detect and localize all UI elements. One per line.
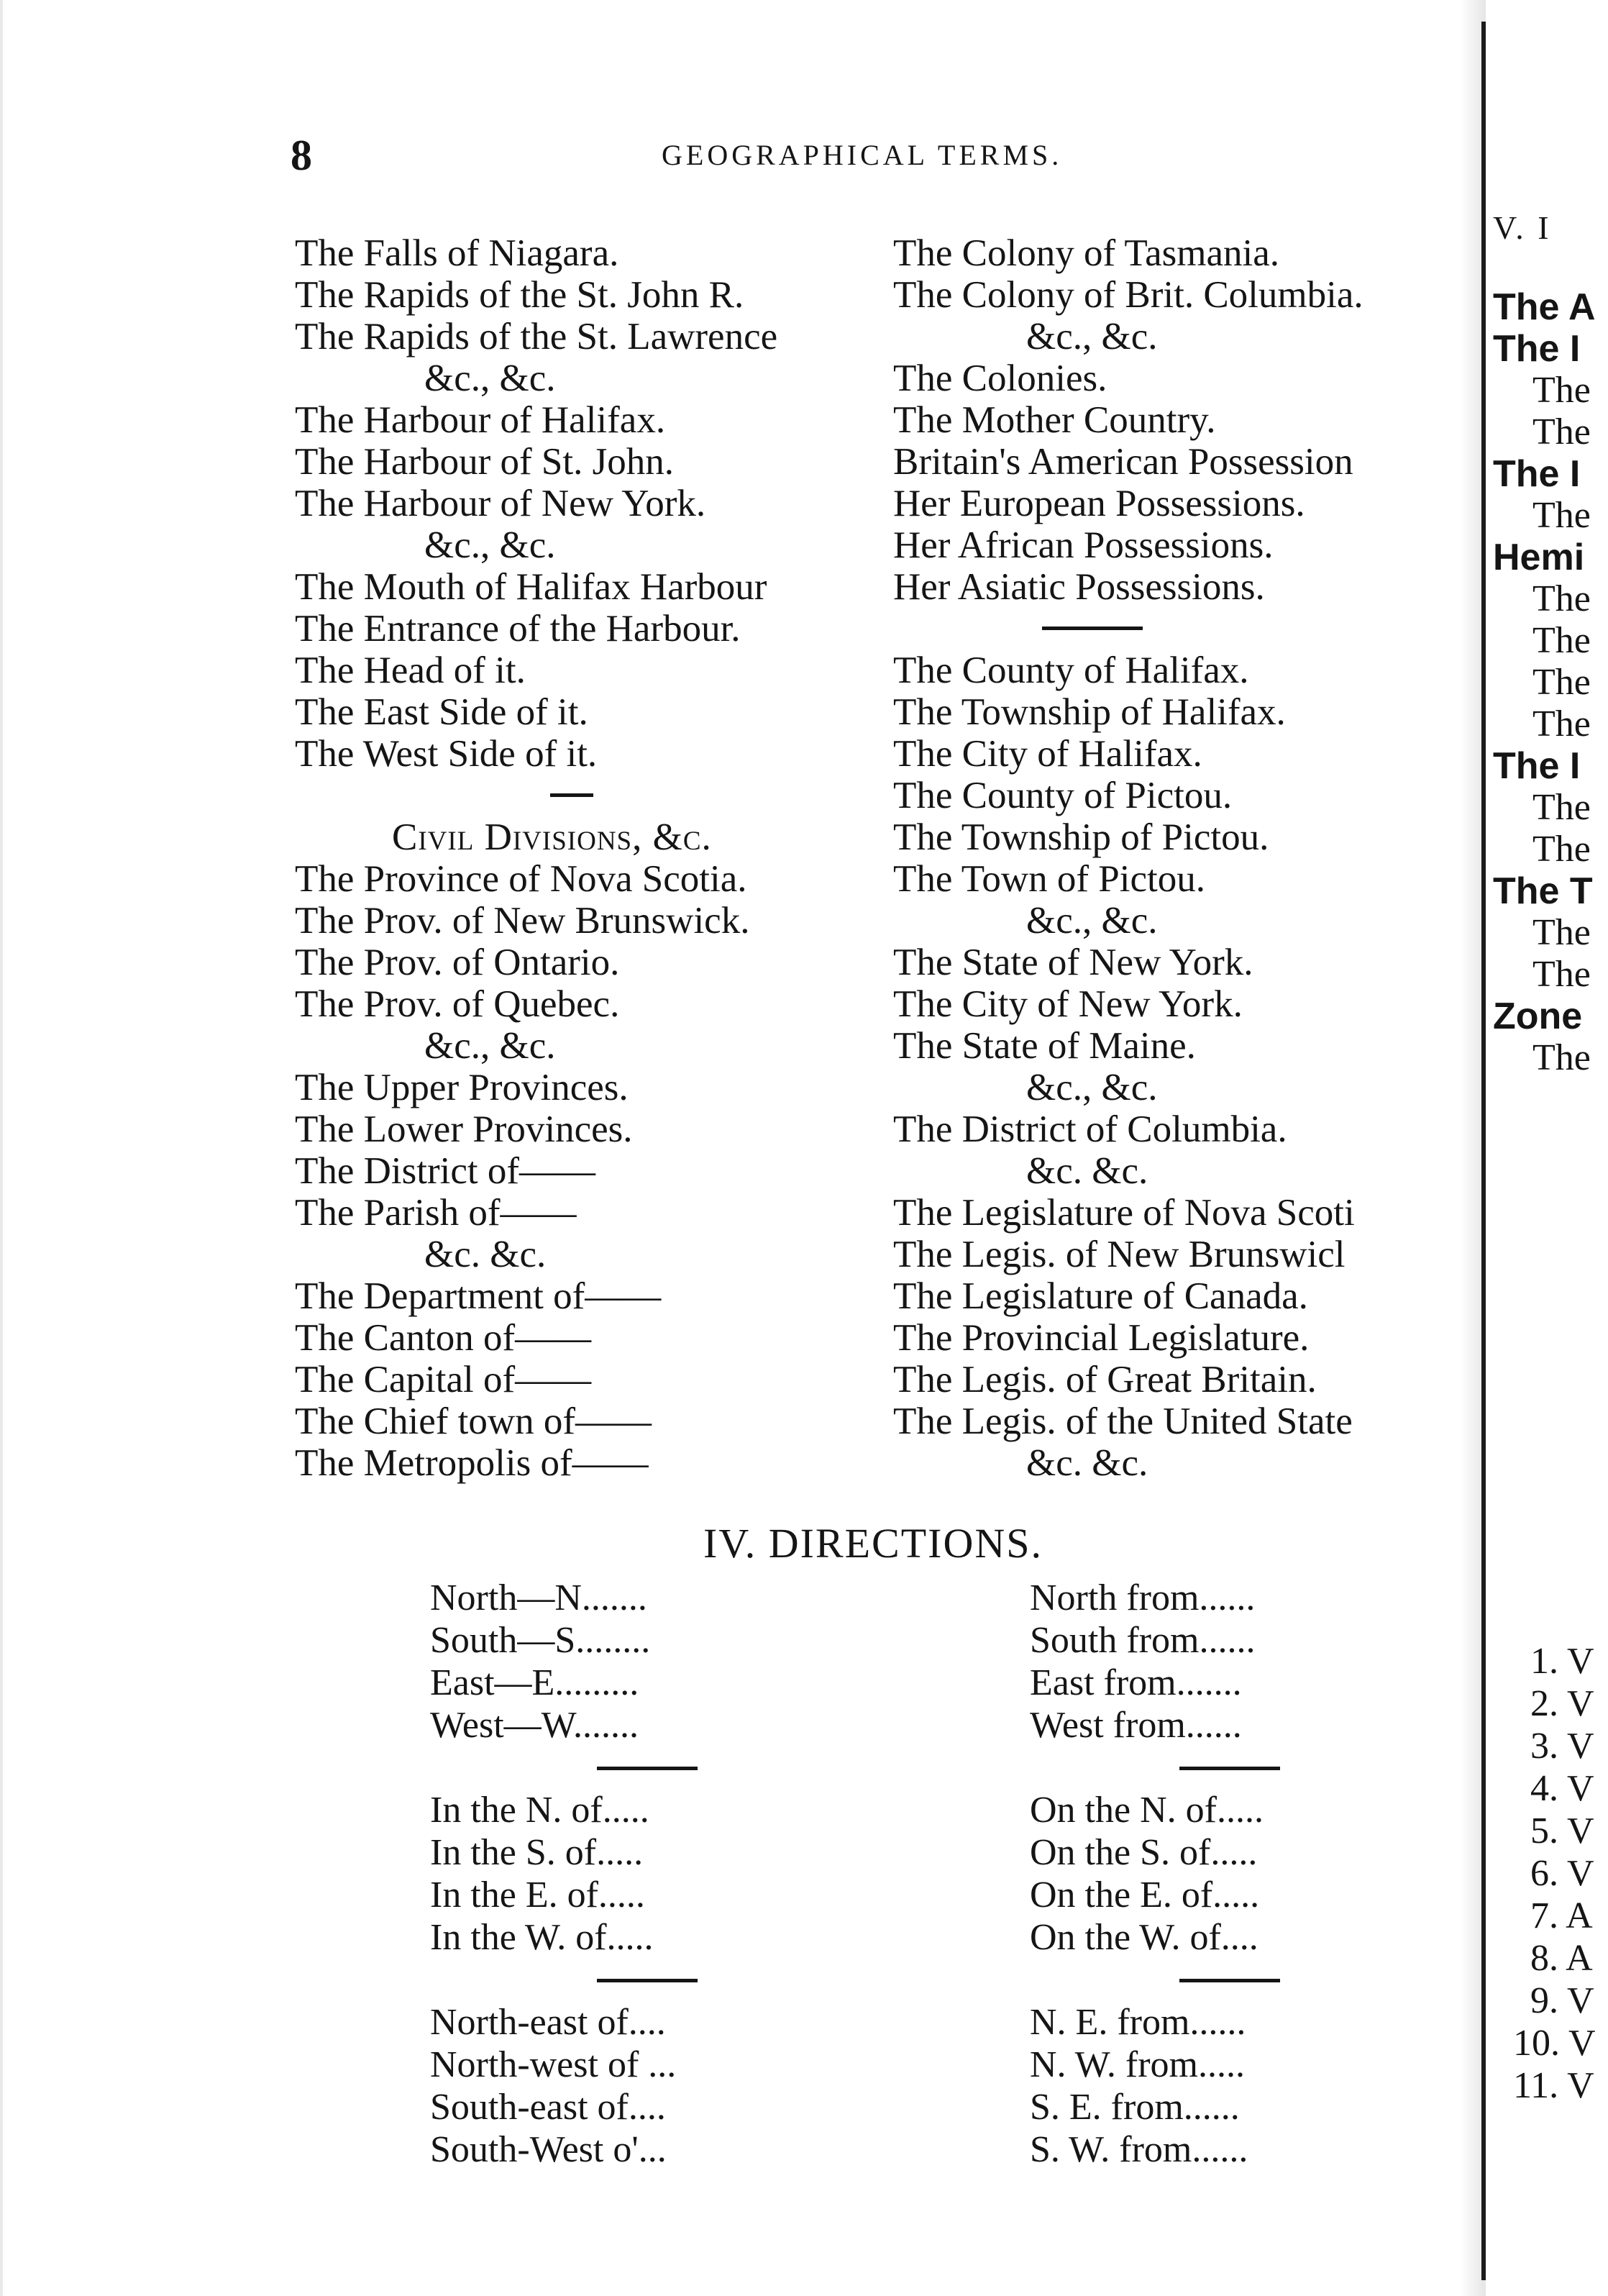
direction-term: On the W. of.... (1030, 1917, 1258, 1958)
next-page-line: The I (1493, 328, 1581, 370)
next-page-line: The (1532, 829, 1591, 870)
term-line: The Legis. of Great Britain. (893, 1359, 1317, 1400)
next-page-line: The T (1493, 870, 1593, 912)
directions-group (1030, 2001, 1264, 2171)
term-line: The Chief town of—— (295, 1400, 652, 1442)
direction-term: East from....... (1030, 1662, 1242, 1703)
next-page-line: The (1532, 662, 1591, 703)
direction-term: West from...... (1030, 1705, 1242, 1746)
term-line: The Township of Pictou. (893, 816, 1269, 858)
next-page-number: 6. V (1530, 1853, 1594, 1894)
etc-line: &c., &c. (424, 357, 556, 399)
next-page-line: The (1532, 954, 1591, 995)
term-line: The Head of it. (295, 650, 526, 691)
term-line: The Mouth of Halifax Harbour (295, 566, 767, 608)
term-line: The Harbour of Halifax. (295, 399, 666, 441)
direction-term: West—W....... (430, 1705, 639, 1746)
next-page-line: The (1532, 1037, 1591, 1078)
direction-term: S. E. from...... (1030, 2087, 1240, 2128)
term-line: Her European Possessions. (893, 483, 1305, 524)
next-page-number: 8. A (1530, 1938, 1593, 1979)
next-page-line: The I (1493, 745, 1581, 787)
next-page-line: The (1532, 411, 1591, 452)
next-page-heading: V. I (1493, 209, 1552, 246)
term-line: The County of Pictou. (893, 775, 1233, 816)
direction-term: On the N. of..... (1030, 1790, 1264, 1831)
group-separator (1030, 1746, 1264, 1789)
next-page-number: 9. V (1530, 1980, 1594, 2021)
term-line: The Colony of Brit. Columbia. (893, 274, 1363, 316)
term-line: The Provincial Legislature. (893, 1317, 1310, 1359)
term-line: The West Side of it. (295, 733, 598, 775)
term-line: The Upper Provinces. (295, 1067, 629, 1108)
next-page-items (1493, 286, 1608, 1079)
term-line: The State of New York. (893, 942, 1253, 983)
next-page-line: The (1532, 912, 1591, 953)
right-lines-c (893, 650, 1363, 900)
term-line: The East Side of it. (295, 691, 588, 733)
direction-term: South-east of.... (430, 2087, 666, 2128)
direction-term: In the N. of..... (430, 1790, 649, 1831)
directions-right-column (1030, 1577, 1264, 2171)
next-page-number: 10. V (1513, 2023, 1596, 2064)
directions-group (1030, 1789, 1264, 1959)
term-line: The Legis. of the United State (893, 1400, 1353, 1442)
left-lines-a (295, 232, 777, 357)
next-page-line: The (1532, 703, 1591, 744)
direction-term: North from...... (1030, 1577, 1256, 1618)
term-line: The Metropolis of—— (295, 1442, 649, 1484)
direction-term: In the S. of..... (430, 1832, 644, 1873)
next-page-line: The A (1493, 286, 1596, 328)
left-lines-b (295, 399, 777, 524)
next-page-line: The (1532, 787, 1591, 828)
directions-group (430, 2001, 676, 2171)
term-line: The Harbour of New York. (295, 483, 706, 524)
term-line: Britain's American Possession (893, 441, 1353, 483)
group-separator (430, 1746, 676, 1789)
left-lines-e (295, 1067, 777, 1234)
next-page-line: The (1532, 495, 1591, 536)
term-line: The Township of Halifax. (893, 691, 1286, 733)
etc-line: &c., &c. (424, 524, 556, 566)
section-rule (893, 608, 1363, 650)
etc-line: &c. &c. (1026, 1442, 1148, 1484)
next-page-numbered-list (1493, 1640, 1608, 2107)
next-page-number: 5. V (1530, 1810, 1594, 1851)
left-lines-f (295, 1275, 777, 1484)
term-line: The Colonies. (893, 357, 1107, 399)
term-line: The City of Halifax. (893, 733, 1202, 775)
direction-term: North-east of.... (430, 2002, 666, 2043)
page-number: 8 (291, 132, 312, 179)
term-line: The Town of Pictou. (893, 858, 1205, 900)
direction-term: On the E. of..... (1030, 1874, 1260, 1915)
term-line: Her Asiatic Possessions. (893, 566, 1265, 608)
term-line: The State of Maine. (893, 1025, 1196, 1067)
next-page-number: 7. A (1530, 1895, 1593, 1936)
etc-line: &c., &c. (1026, 1067, 1158, 1108)
term-line: The Parish of—— (295, 1192, 577, 1234)
direction-term: In the E. of..... (430, 1874, 645, 1915)
left-lines-d (295, 858, 777, 1025)
directions-title: IV. DIRECTIONS. (703, 1520, 1043, 1567)
next-page-number: 4. V (1530, 1768, 1594, 1809)
direction-term: East—E......... (430, 1662, 639, 1703)
term-line: The Colony of Tasmania. (893, 232, 1279, 274)
term-line: The Entrance of the Harbour. (295, 608, 741, 650)
direction-term: North—N....... (430, 1577, 647, 1618)
term-line: The Prov. of Quebec. (295, 983, 620, 1025)
group-separator (1030, 1959, 1264, 2001)
term-line: The District of—— (295, 1150, 596, 1192)
running-head: GEOGRAPHICAL TERMS. (662, 139, 1063, 171)
term-line: The Harbour of St. John. (295, 441, 674, 483)
next-page-line: The (1532, 370, 1591, 411)
direction-term: South-West o'... (430, 2129, 667, 2170)
direction-term: S. W. from...... (1030, 2129, 1248, 2170)
directions-group (430, 1789, 676, 1959)
term-line: The Legislature of Canada. (893, 1275, 1308, 1317)
directions-group (430, 1577, 676, 1746)
next-page-line: The (1532, 578, 1591, 619)
section-rule (295, 775, 777, 816)
direction-term: On the S. of..... (1030, 1832, 1258, 1873)
directions-group (1030, 1577, 1264, 1746)
term-line: The Mother Country. (893, 399, 1216, 441)
term-line: The Legislature of Nova Scoti (893, 1192, 1355, 1234)
term-line: The Prov. of Ontario. (295, 942, 620, 983)
term-line: The Lower Provinces. (295, 1108, 633, 1150)
direction-term: N. E. from...... (1030, 2002, 1246, 2043)
page-gutter (1481, 22, 1486, 2280)
next-page-line: Hemi (1493, 537, 1585, 578)
etc-line: &c., &c. (424, 1025, 556, 1067)
etc-line: &c., &c. (1026, 316, 1158, 357)
next-page-line: Zone (1493, 996, 1583, 1037)
directions-left-column (430, 1577, 676, 2171)
etc-line: &c. &c. (424, 1234, 547, 1275)
right-lines-d (893, 942, 1363, 1067)
next-page-number: 3. V (1530, 1726, 1594, 1767)
next-page-line: The (1532, 620, 1591, 661)
direction-term: In the W. of..... (430, 1917, 654, 1958)
term-line: The Prov. of New Brunswick. (295, 900, 750, 942)
left-lines-c (295, 566, 777, 775)
next-page-number: 11. V (1513, 2065, 1594, 2106)
term-line: The Canton of—— (295, 1317, 592, 1359)
etc-line: &c. &c. (1026, 1150, 1148, 1192)
term-line: The Province of Nova Scotia. (295, 858, 747, 900)
next-page-line: The I (1493, 453, 1581, 495)
term-line: The Falls of Niagara. (295, 232, 619, 274)
term-line: The Capital of—— (295, 1359, 592, 1400)
term-line: The District of Columbia. (893, 1108, 1287, 1150)
term-line: The County of Halifax. (893, 650, 1249, 691)
scan-edge (0, 0, 3, 2296)
right-column (893, 232, 1363, 1484)
direction-term: South—S........ (430, 1620, 651, 1661)
term-line: The Rapids of the St. Lawrence (295, 316, 778, 357)
next-page-number: 2. V (1530, 1683, 1594, 1724)
civil-divisions-heading: Civil Divisions, &c. (392, 816, 712, 858)
right-lines-b (893, 357, 1363, 608)
term-line: The City of New York. (893, 983, 1243, 1025)
right-lines-a (893, 232, 1363, 316)
term-line: The Rapids of the St. John R. (295, 274, 744, 316)
left-column (295, 232, 777, 1484)
direction-term: N. W. from..... (1030, 2044, 1245, 2085)
etc-line: &c., &c. (1026, 900, 1158, 942)
term-line: The Legis. of New Brunswicl (893, 1234, 1346, 1275)
term-line: Her African Possessions. (893, 524, 1274, 566)
right-lines-f (893, 1192, 1363, 1442)
direction-term: North-west of ... (430, 2044, 677, 2085)
direction-term: South from...... (1030, 1620, 1256, 1661)
next-page-number: 1. V (1530, 1641, 1594, 1682)
term-line: The Department of—— (295, 1275, 662, 1317)
right-lines-e (893, 1108, 1363, 1150)
group-separator (430, 1959, 676, 2001)
